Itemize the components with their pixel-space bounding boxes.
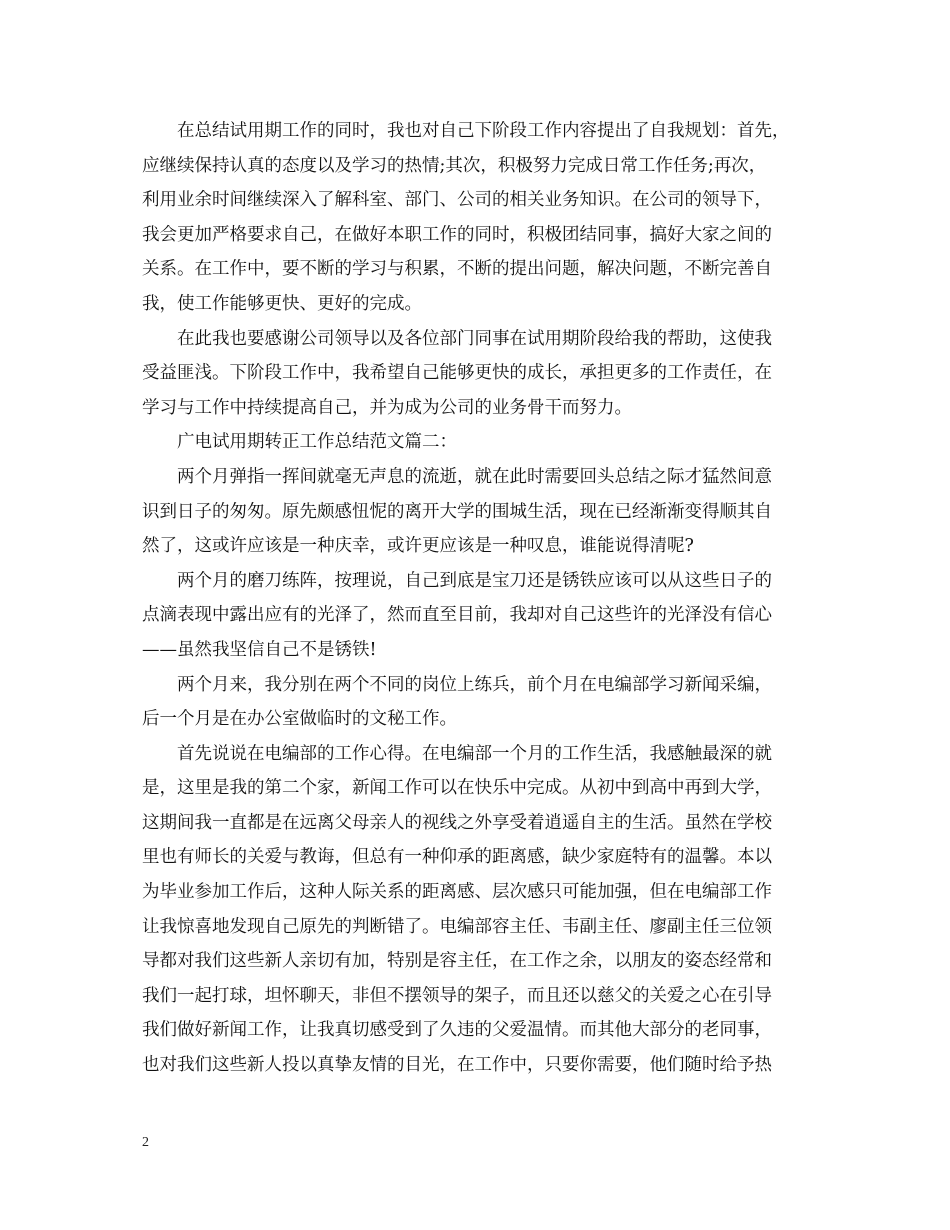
page-number: 2: [142, 1135, 149, 1150]
text-line: 两个月来，我分别在两个不同的岗位上练兵，前个月在电编部学习新闻采编，: [177, 674, 772, 695]
text-line: 也对我们这些新人投以真挚友情的目光，在工作中，只要你需要，他们随时给予热: [142, 1055, 772, 1076]
text-line: 是，这里是我的第二个家，新闻工作可以在快乐中完成。从初中到高中再到大学，: [142, 778, 772, 799]
text-line: 在此我也要感谢公司领导以及各位部门同事在试用期阶段给我的帮助，这使我: [177, 328, 772, 349]
text-line: 我会更加严格要求自己，在做好本职工作的同时，积极团结同事，搞好大家之间的: [142, 224, 772, 245]
text-line: 利用业余时间继续深入了解科室、部门、公司的相关业务知识。在公司的领导下，: [142, 190, 772, 211]
text-line: 关系。在工作中，要不断的学习与积累，不断的提出问题，解决问题，不断完善自: [142, 259, 772, 280]
text-line: 受益匪浅。下阶段工作中，我希望自己能够更快的成长，承担更多的工作责任，在: [142, 363, 772, 384]
text-line: 两个月弹指一挥间就毫无声息的流逝，就在此时需要回头总结之际才猛然间意: [177, 466, 772, 487]
text-line: ——虽然我坚信自己不是锈铁!: [142, 639, 377, 660]
text-line: 导都对我们这些新人亲切有加，特别是容主任，在工作之余，以朋友的姿态经常和: [142, 951, 772, 972]
text-line: 我们做好新闻工作，让我真切感受到了久违的父爱温情。而其他大部分的老同事，: [142, 1020, 772, 1041]
text-line: 在总结试用期工作的同时，我也对自己下阶段工作内容提出了自我规划：首先，: [177, 121, 790, 141]
text-line: 广电试用期转正工作总结范文篇二：: [177, 432, 457, 453]
text-line: 我，使工作能够更快、更好的完成。: [142, 293, 422, 314]
text-line: 后一个月是在办公室做临时的文秘工作。: [142, 709, 457, 730]
text-line: 这期间我一直都是在远离父母亲人的视线之外享受着逍遥自主的生活。虽然在学校: [142, 812, 772, 833]
text-line: 识到日子的匆匆。原先颇感忸怩的离开大学的围城生活，现在已经渐渐变得顺其自: [142, 501, 772, 522]
document-body: [142, 114, 832, 1083]
text-line: 为毕业参加工作后，这种人际关系的距离感、层次感只可能加强，但在电编部工作: [142, 882, 772, 903]
text-line: 里也有师长的关爱与教诲，但总有一种仰承的距离感，缺少家庭特有的温馨。本以: [142, 847, 772, 868]
text-line: 首先说说在电编部的工作心得。在电编部一个月的工作生活，我感触最深的就: [177, 743, 772, 764]
text-line: 学习与工作中持续提高自己，并为成为公司的业务骨干而努力。: [142, 397, 632, 418]
text-line: 然了，这或许应该是一种庆幸，或许更应该是一种叹息，谁能说得清呢?: [142, 536, 694, 557]
text-line: 让我惊喜地发现自己原先的判断错了。电编部容主任、韦副主任、廖副主任三位领: [142, 916, 772, 937]
text-line: 点滴表现中露出应有的光泽了，然而直至目前，我却对自己这些许的光泽没有信心: [142, 605, 772, 626]
text-line: 我们一起打球，坦怀聊天，非但不摆领导的架子，而且还以慈父的关爱之心在引导: [142, 985, 772, 1006]
text-line: 两个月的磨刀练阵，按理说，自己到底是宝刀还是锈铁应该可以从这些日子的: [177, 570, 772, 591]
text-line: 应继续保持认真的态度以及学习的热情;其次，积极努力完成日常工作任务;再次，: [142, 155, 767, 176]
